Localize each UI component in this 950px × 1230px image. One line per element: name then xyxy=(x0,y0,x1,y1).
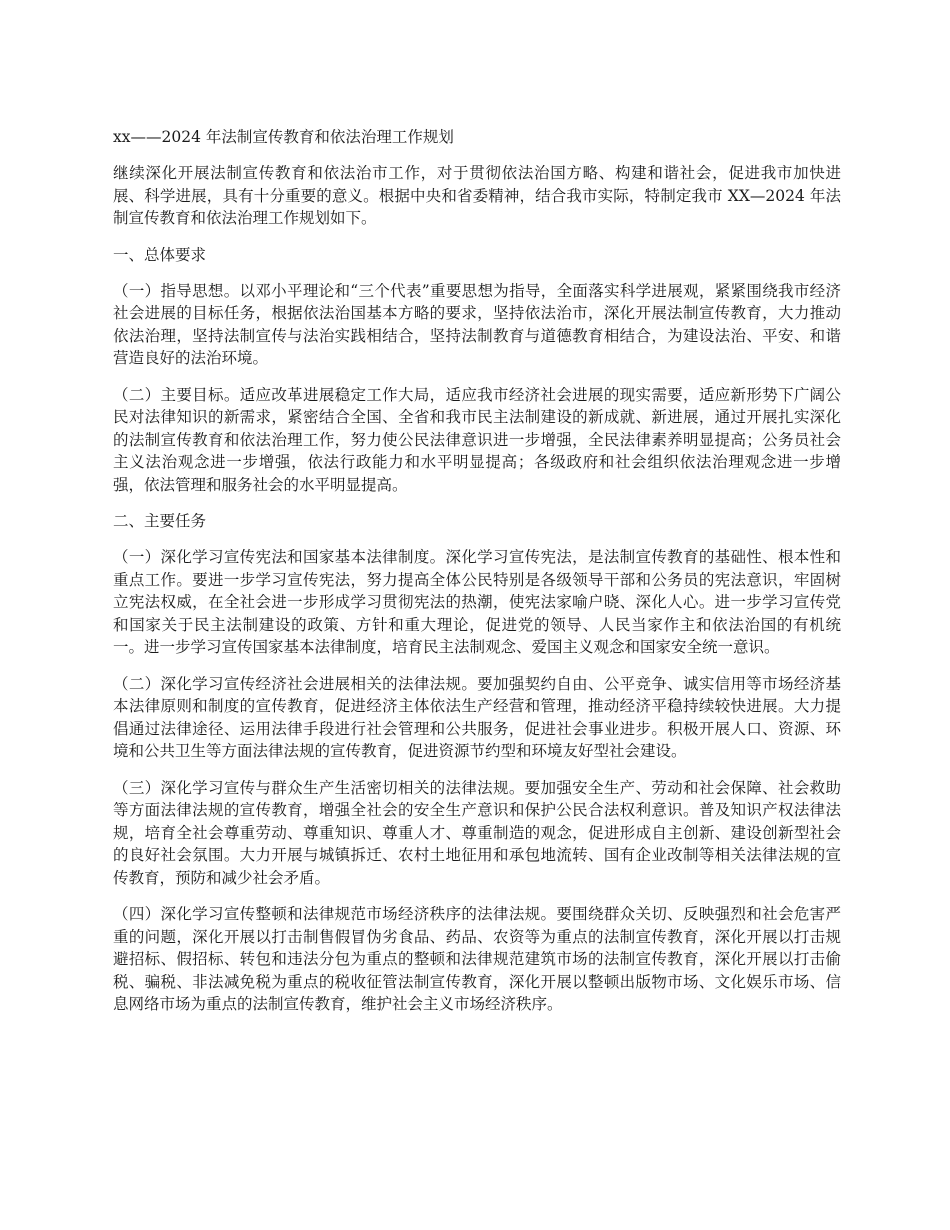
paragraph-task-constitution: （一）深化学习宣传宪法和国家基本法律制度。深化学习宣传宪法，是法制宣传教育的基础性、根本性和重点工作。要进一步学习宣传宪法，努力提高全体公民特别是各级领导干部和公务员的宪法意识，牢固树立宪法权威，在全社会进一步形成学习贯彻宪法的热潮，使宪法家喻户晓、深化人心。进一步学习宣传党和国家关于民主法制建设的政策、方针和重大理论，促进党的领导、人民当家作主和依法治国的有机统一。进一步学习宣传国家基本法律制度，培育民主法制观念、爱国主义观念和国家安全统一意识。 xyxy=(113,548,841,656)
section-heading-main-tasks: 二、主要任务 xyxy=(113,512,207,530)
paragraph-guiding-ideology: （一）指导思想。以邓小平理论和“三个代表”重要思想为指导，全面落实科学进展观，紧紧围绕我市经济社会进展的目标任务，根据依法治国基本方略的要求，坚持依法治市，深化开展法制宣传教育，大力推动依法治理，坚持法制宣传与法治实践相结合，坚持法制教育与道德教育相结合，为建设法治、平安、和谐营造良好的法治环境。 xyxy=(113,281,841,367)
document-page xyxy=(113,126,841,1030)
document-title: xx——2024 年法制宣传教育和依法治理工作规划 xyxy=(113,128,454,146)
paragraph-task-livelihood-laws: （三）深化学习宣传与群众生产生活密切相关的法律法规。要加强安全生产、劳动和社会保障、社会救助等方面法律法规的宣传教育，增强全社会的安全生产意识和保护公民合法权利意识。普及知识产权法律法规，培育全社会尊重劳动、尊重知识、尊重人才、尊重制造的观念，促进形成自主创新、建设创新型社会的良好社会氛围。大力开展与城镇拆迁、农村土地征用和承包地流转、国有企业改制等相关法律法规的宣传教育，预防和减少社会矛盾。 xyxy=(113,778,841,887)
paragraph-task-market-order: （四）深化学习宣传整顿和法律规范市场经济秩序的法律法规。要围绕群众关切、反映强烈和社会危害严重的问题，深化开展以打击制售假冒伪劣食品、药品、农资等为重点的法制宣传教育，深化开展以打击规避招标、假招标、转包和违法分包为重点的整顿和法律规范建筑市场的法制宣传教育，深化开展以打击偷税、骗税、非法减免税为重点的税收征管法制宣传教育，深化开展以整顿出版物市场、文化娱乐市场、信息网络市场为重点的法制宣传教育，维护社会主义市场经济秩序。 xyxy=(113,905,841,1013)
section-heading-general-requirements: 一、总体要求 xyxy=(113,245,207,264)
intro-paragraph: 继续深化开展法制宣传教育和依法治市工作，对于贯彻依法治国方略、构建和谐社会，促进我市加快进展、科学进展，具有十分重要的意义。根据中央和省委精神，结合我市实际，特制定我市 XX—2024 年法制宣传教育和依法治理工作规划如下。 xyxy=(113,164,841,227)
paragraph-main-goals: （二）主要目标。适应改革进展稳定工作大局，适应我市经济社会进展的现实需要，适应新形势下广阔公民对法律知识的新需求，紧密结合全国、全省和我市民主法制建设的新成就、新进展，通过开展扎实深化的法制宣传教育和依法治理工作，努力使公民法律意识进一步增强，全民法律素养明显提高；公务员社会主义法治观念进一步增强，依法行政能力和水平明显提高；各级政府和社会组织依法治理观念进一步增强，依法管理和服务社会的水平明显提高。 xyxy=(113,385,841,494)
paragraph-task-economic-laws: （二）深化学习宣传经济社会进展相关的法律法规。要加强契约自由、公平竞争、诚实信用等市场经济基本法律原则和制度的宣传教育，促进经济主体依法生产经营和管理，推动经济平稳持续较快进展。大力提倡通过法律途径、运用法律手段进行社会管理和公共服务，促进社会事业进步。积极开展人口、资源、环境和公共卫生等方面法律法规的宣传教育，促进资源节约型和环境友好型社会建设。 xyxy=(113,674,841,760)
